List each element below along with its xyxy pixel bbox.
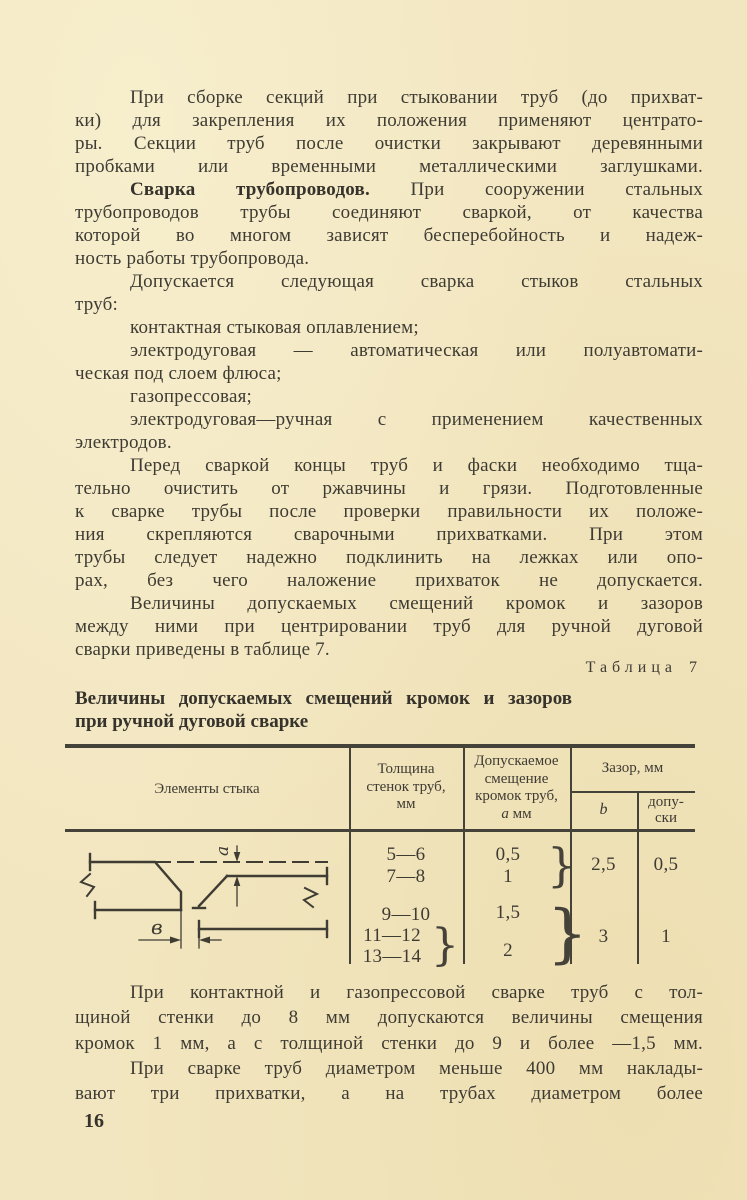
- column-header-gap: Зазор, мм: [601, 760, 664, 776]
- paragraph: [75, 339, 703, 385]
- page-number: 16: [84, 1110, 104, 1132]
- text-line: пробками или временными металлическими заглушками.: [75, 156, 703, 177]
- displacement-units: а мм: [501, 805, 532, 822]
- text-line: ки) для закрепления их положения применяют центрато-: [75, 110, 703, 131]
- displacement-value: 1: [503, 866, 513, 887]
- paragraph: [75, 980, 703, 1056]
- text-line: вают три прихватки, а на трубах диаметром более: [75, 1083, 703, 1105]
- text-line: При сборке секций при стыковании труб (до прихват-: [130, 87, 703, 108]
- brace: }: [547, 897, 588, 971]
- displacement-value: 1,5: [495, 902, 521, 923]
- text-line: труб:: [75, 294, 118, 315]
- thickness-value: 7—8: [386, 866, 426, 887]
- text-line: электродов.: [75, 432, 172, 453]
- column-header-b: b: [599, 801, 608, 818]
- paragraph: [75, 86, 703, 178]
- text-line: кромок 1 мм, а с толщиной стенки до 9 и более —1,5 мм.: [75, 1032, 703, 1054]
- tolerance-value: 1: [661, 926, 671, 947]
- text-line: ность работы трубопровода.: [75, 248, 310, 269]
- paragraph: [75, 1056, 703, 1107]
- paragraph: [75, 385, 703, 408]
- text-line: электродуговая — автоматическая или полуавтомати-: [130, 340, 703, 361]
- table-caption-line: при ручной дуговой сварке: [75, 711, 309, 732]
- text-line: При сварке труб диаметром меньше 400 мм наклады-: [130, 1057, 703, 1079]
- text-line: к сварке трубы после проверки правильности их положе-: [75, 501, 703, 522]
- displacement-value: 2: [503, 940, 513, 961]
- text-line: рах, без чего наложение прихваток не допускается.: [75, 570, 703, 591]
- table-label-word: Таблица: [585, 659, 677, 676]
- text-line: ния скрепляются сварочными прихватками. При этом: [75, 524, 703, 545]
- column-header-tolerance: допу- ски: [648, 794, 684, 826]
- table-rule-top: [65, 744, 695, 748]
- text-line: трубопроводов трубы соединяют сваркой, от качества: [75, 202, 703, 223]
- text-line: ры. Секции труб после очистки закрывают деревянными: [75, 133, 703, 154]
- text-line: Допускается следующая сварка стыков стальных: [130, 271, 703, 292]
- text-line: газопрессовая;: [130, 386, 253, 407]
- brace: }: [431, 920, 459, 971]
- tolerance-value: 0,5: [653, 854, 679, 875]
- paragraph: [75, 270, 703, 316]
- text-line: электродуговая—ручная с применением качественных: [130, 409, 703, 430]
- text-line: контактная стыковая оплавлением;: [130, 317, 419, 338]
- table-label-number: 7: [689, 659, 697, 676]
- table-caption: [75, 687, 572, 733]
- thickness-value: 5—6: [386, 844, 426, 865]
- text-line: Сварка трубопроводов. При сооружении стальных: [130, 179, 703, 200]
- text-line: сварки приведены в таблице 7.: [75, 639, 330, 660]
- intro-text-block: [75, 86, 703, 661]
- paragraph: [75, 316, 703, 339]
- table-label: [75, 659, 697, 677]
- text-line: Величины допускаемых смещений кромок и зазоров: [130, 593, 703, 614]
- gap-b-value: 2,5: [591, 854, 616, 875]
- text-line: трубы следует надежно подклинить на лежках или опо-: [75, 547, 703, 568]
- column-header-displacement: Допускаемое смещение кромок труб, а мм: [463, 753, 570, 823]
- after-table-text-block: [75, 980, 703, 1106]
- paragraph: [75, 178, 703, 270]
- table-rule-header-bottom: [65, 829, 695, 832]
- text-line: между ними при центрировании труб для ручной дуговой: [75, 616, 703, 637]
- thickness-value: 13—14: [362, 946, 422, 967]
- dim-label-a: a: [213, 845, 233, 856]
- paragraph: [75, 454, 703, 592]
- text-line: ческая под слоем флюса;: [75, 363, 282, 384]
- displacement-value: 0,5: [495, 844, 521, 865]
- text-line: которой во многом зависят бесперебойность и надеж-: [75, 225, 703, 246]
- dim-label-v: в: [151, 915, 163, 939]
- column-header-thickness: Толщина стенок труб, мм: [366, 761, 446, 812]
- thickness-value: 9—10: [381, 904, 431, 925]
- table-rule-gap-sub: [570, 791, 695, 793]
- paragraph: [75, 592, 703, 661]
- thickness-value: 11—12: [363, 925, 421, 946]
- weld-table: [65, 744, 695, 970]
- brace: }: [547, 838, 577, 892]
- text-line: щиной стенки до 8 мм допускаются величины смещения: [75, 1007, 703, 1029]
- paragraph: [75, 408, 703, 454]
- table-caption-line: Величины допускаемых смещений кромок и зазоров: [75, 688, 572, 709]
- text-line: При контактной и газопрессовой сварке труб с тол-: [130, 982, 703, 1003]
- text-line: тельно очистить от ржавчины и грязи. Подготовленные: [75, 478, 703, 499]
- pipe-joint-diagram: [75, 840, 343, 964]
- column-header-elements: Элементы стыка: [154, 781, 260, 797]
- text-line: Перед сваркой концы труб и фаски необходимо тща-: [130, 455, 703, 476]
- gap-b-value: 3: [598, 926, 609, 947]
